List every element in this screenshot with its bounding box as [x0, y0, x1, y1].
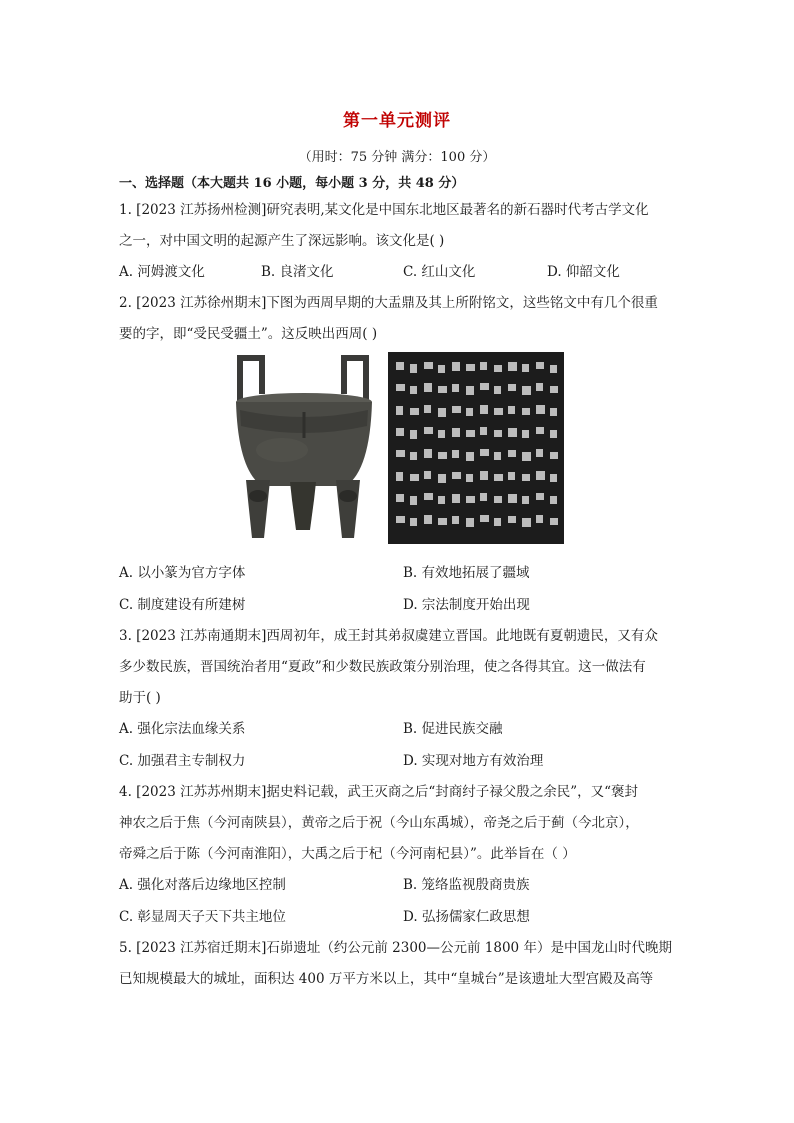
question-5-line-1: 5. [2023 江苏宿迁期末]石峁遗址（约公元前 2300—公元前 1800 年）是中国龙山时代晚期: [119, 940, 672, 956]
question-2-option-d: D. 宗法制度开始出现: [403, 597, 530, 613]
bronze-ding-figure: [232, 350, 564, 546]
question-1-line-1: 1. [2023 江苏扬州检测]研究表明,某文化是中国东北地区最著名的新石器时代考古学文化: [119, 202, 649, 218]
question-1-line-2: 之一，对中国文明的起源产生了深远影响。该文化是( ): [119, 233, 445, 249]
question-4-line-2: 神农之后于焦（今河南陕县），黄帝之后于祝（今山东禹城），帝尧之后于蓟（今北京），: [119, 815, 639, 831]
question-5-line-2: 已知规模最大的城址，面积达 400 万平方米以上，其中“皇城台”是该遗址大型宫殿及高等: [119, 971, 654, 987]
question-3-line-2: 多少数民族，晋国统治者用“夏政”和少数民族政策分别治理，使之各得其宜。这一做法有: [119, 659, 646, 675]
question-3-option-d: D. 实现对地方有效治理: [403, 753, 544, 769]
question-2-option-c: C. 制度建设有所建树: [119, 597, 246, 613]
question-3-line-3: 助于( ): [119, 690, 161, 706]
question-4-line-1: 4. [2023 江苏苏州期末]据史料记载，武王灭商之后“封商纣子禄父殷之余民”，又“褒封: [119, 784, 639, 800]
question-4-option-c: C. 彰显周天子天下共主地位: [119, 909, 286, 925]
question-4-line-3: 帝舜之后于陈（今河南淮阳），大禹之后于杞（今河南杞县）”。此举旨在（ ）: [119, 846, 576, 862]
question-2-option-a: A. 以小篆为官方字体: [119, 565, 246, 581]
page-title: 第一单元测评: [343, 111, 451, 131]
question-4-option-b: B. 笼络监视殷商贵族: [403, 877, 530, 893]
question-3-line-1: 3. [2023 江苏南通期末]西周初年，成王封其弟叔虞建立晋国。此地既有夏朝遗民，又有众: [119, 628, 658, 644]
question-1-option-d: D. 仰韶文化: [547, 264, 620, 280]
question-3-option-b: B. 促进民族交融: [403, 721, 503, 737]
question-3-option-c: C. 加强君主专制权力: [119, 753, 246, 769]
question-1-option-a: A. 河姆渡文化: [119, 264, 205, 280]
question-2-option-b: B. 有效地拓展了疆域: [403, 565, 530, 581]
question-2-line-2: 要的字，即“受民受疆土”。这反映出西周( ): [119, 326, 378, 342]
question-4-option-d: D. 弘扬儒家仁政思想: [403, 909, 530, 925]
bronze-inscription-rubbing: [388, 352, 564, 544]
question-2-line-1: 2. [2023 江苏徐州期末]下图为西周早期的大盂鼎及其上所附铭文，这些铭文中有几个很重: [119, 295, 658, 311]
question-1-option-c: C. 红山文化: [403, 264, 476, 280]
question-3-option-a: A. 强化宗法血缘关系: [119, 721, 246, 737]
question-1-option-b: B. 良渚文化: [261, 264, 334, 280]
section-heading: 一、选择题（本大题共 16 小题，每小题 3 分，共 48 分）: [119, 176, 465, 191]
ding-vessel-image: [232, 350, 382, 546]
exam-info: （用时：75 分钟 满分：100 分）: [298, 150, 496, 165]
question-4-option-a: A. 强化对落后边缘地区控制: [119, 877, 286, 893]
